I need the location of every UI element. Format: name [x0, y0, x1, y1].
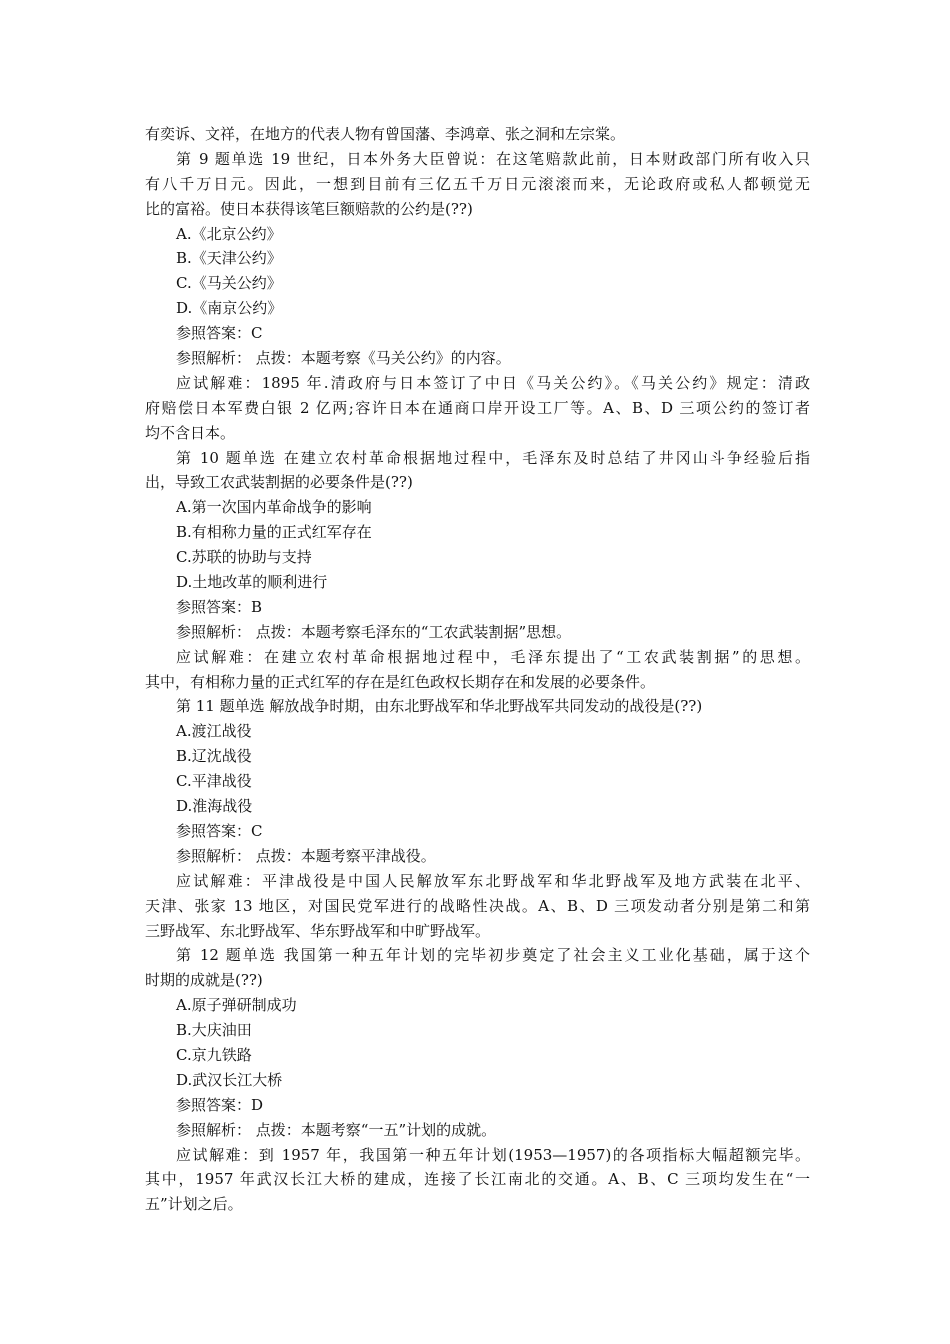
option-b: B.大庆油田 — [176, 1021, 252, 1040]
option-a: A.渡江战役 — [176, 722, 252, 741]
option-a: A.原子弹研制成功 — [176, 996, 297, 1015]
text-line: 其中，有相称力量的正式红军的存在是红色政权长期存在和发展的必要条件。 — [145, 672, 656, 691]
question-9-stem: 第 9 题单选 19 世纪，日本外务大臣曾说：在这笔赔款此前，日本财政部门所有收入只 — [176, 149, 810, 168]
reference-answer: 参照答案：D — [176, 1095, 264, 1114]
option-a: A.《北京公约》 — [176, 224, 282, 243]
text-line: 有奕诉、文祥，在地方的代表人物有曾国藩、李鸿章、张之洞和左宗棠。 — [145, 125, 626, 143]
exam-explanation: 应试解难：在建立农村革命根据地过程中，毛泽东提出了“工农武装割据”的思想。 — [176, 647, 810, 666]
question-10-stem: 第 10 题单选 在建立农村革命根据地过程中，毛泽东及时总结了井冈山斗争经验后指 — [176, 448, 810, 467]
text-line: 三野战军、东北野战军、华东野战军和中旷野战军。 — [145, 921, 491, 940]
reference-answer: 参照答案：C — [176, 324, 263, 343]
option-c: C.《马关公约》 — [176, 274, 282, 293]
text-line: 五”计划之后。 — [145, 1195, 243, 1214]
exam-explanation: 应试解难：平津战役是中国人民解放军东北野战军和华北野战军及地方武装在北平、 — [176, 871, 810, 890]
text-line: 时期的成就是(??) — [145, 971, 263, 990]
option-d: D.土地改革的顺利进行 — [176, 573, 328, 592]
reference-analysis: 参照解析： 点拨：本题考察平津战役。 — [176, 846, 436, 865]
text-line: 比的富裕。使日本获得该笔巨额赔款的公约是(??) — [145, 199, 473, 218]
option-d: D.《南京公约》 — [176, 299, 283, 318]
text-line: 府赔偿日本军费白银 2 亿两;容许日本在通商口岸开设工厂等。A、B、D 三项公约的签订者 — [145, 398, 810, 417]
text-line: 天津、张家 13 地区，对国民党军进行的战略性决战。A、B、D 三项发动者分别是第二和第 — [145, 896, 810, 915]
text-line: 均不含日本。 — [145, 423, 236, 442]
reference-analysis: 参照解析： 点拨：本题考察《马关公约》的内容。 — [176, 349, 511, 368]
reference-answer: 参照答案：C — [176, 821, 263, 840]
option-a: A.第一次国内革命战争的影响 — [176, 498, 372, 517]
reference-answer: 参照答案：B — [176, 597, 263, 616]
exam-explanation: 应试解难：1895 年.清政府与日本签订了中日《马关公约》。《马关公约》规定：清政 — [176, 373, 810, 392]
option-d: D.淮海战役 — [176, 797, 253, 816]
option-b: B.有相称力量的正式红军存在 — [176, 523, 372, 542]
reference-analysis: 参照解析： 点拨：本题考察“一五”计划的成就。 — [176, 1120, 497, 1139]
question-12-stem: 第 12 题单选 我国第一种五年计划的完毕初步奠定了社会主义工业化基础，属于这个 — [176, 946, 810, 965]
option-b: B.辽沈战役 — [176, 747, 252, 766]
reference-analysis: 参照解析： 点拨：本题考察毛泽东的“工农武装割据”思想。 — [176, 622, 572, 641]
option-c: C.京九铁路 — [176, 1045, 252, 1064]
document-page — [145, 122, 810, 1217]
text-line: 出，导致工农武装割据的必要条件是(??) — [145, 473, 413, 492]
option-d: D.武汉长江大桥 — [176, 1070, 283, 1089]
option-b: B.《天津公约》 — [176, 249, 282, 268]
text-line: 有八千万日元。因此，一想到目前有三亿五千万日元滚滚而来，无论政府或私人都顿觉无 — [145, 174, 810, 193]
option-c: C.苏联的协助与支持 — [176, 548, 312, 567]
option-c: C.平津战役 — [176, 772, 252, 791]
question-11-stem: 第 11 题单选 解放战争时期，由东北野战军和华北野战军共同发动的战役是(??) — [176, 697, 703, 716]
text-line: 其中，1957 年武汉长江大桥的建成，连接了长江南北的交通。A、B、C 三项均发生在“一 — [145, 1170, 810, 1189]
exam-explanation: 应试解难：到 1957 年，我国第一种五年计划(1953—1957)的各项指标大幅超额完毕。 — [176, 1145, 810, 1164]
